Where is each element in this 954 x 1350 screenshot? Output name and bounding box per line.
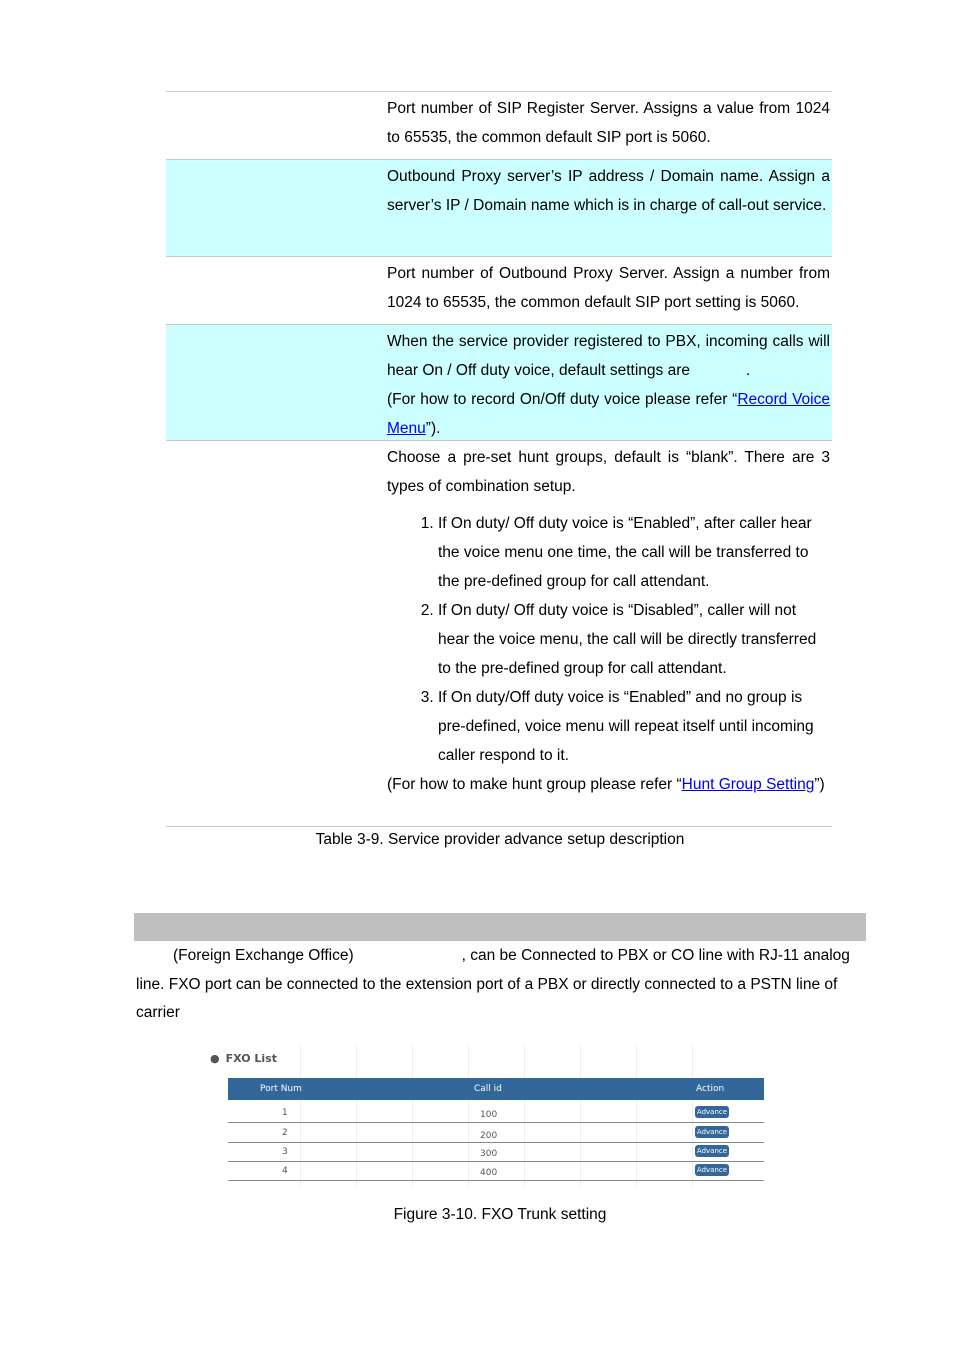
call-id: 100 (480, 1110, 498, 1120)
list-item: 3. If On duty/Off duty voice is “Enabled” and no group is pre-defined, voice menu will repeat itself until incoming caller respond to it. (438, 683, 830, 770)
column-header-call-id: Call id (474, 1084, 502, 1094)
port-num: 1 (282, 1108, 288, 1118)
table-row (166, 92, 832, 160)
advance-button[interactable]: Advance (696, 1166, 728, 1174)
table-row (166, 160, 832, 257)
table-row (228, 1104, 764, 1123)
table-caption: Table 3-9. Service provider advance setup description (315, 831, 685, 848)
port-num: 4 (282, 1166, 288, 1176)
figure-caption: Figure 3-10. FXO Trunk setting (393, 1206, 607, 1223)
advance-button[interactable]: Advance (696, 1147, 728, 1155)
section-header-bar (134, 913, 866, 941)
row-description: Outbound Proxy server’s IP address / Domain name. Assign a server’s IP / Domain name which is in charge of call-out service. (387, 168, 830, 214)
advance-button[interactable]: Advance (696, 1128, 728, 1136)
port-num: 3 (282, 1147, 288, 1157)
port-num: 2 (282, 1128, 288, 1138)
column-header-action: Action (696, 1084, 725, 1094)
fxo-paragraph: (Foreign Exchange Office) , can be Connected to PBX or CO line with RJ-11 analog line. FXO port can be connected to the extension port of a PBX or directly connected to a PSTN line of carrier (136, 947, 850, 1021)
list-item: 1. If On duty/ Off duty voice is “Enabled”, after caller hear the voice menu one time, the call will be transferred to the pre-defined group for call attendant. (438, 509, 830, 596)
fxo-list-title: ● FXO List (210, 1052, 277, 1065)
table-row (228, 1143, 764, 1162)
combination-list (387, 509, 830, 770)
description-table (166, 91, 832, 827)
row-description: Port number of Outbound Proxy Server. Assign a number from 1024 to 65535, the common default SIP port setting is 5060. (387, 265, 830, 311)
bullet-icon: ● (210, 1052, 220, 1065)
call-id: 300 (480, 1149, 498, 1159)
column-header-port-num: Port Num (260, 1084, 302, 1094)
table-row (166, 325, 832, 441)
call-id: 400 (480, 1168, 498, 1178)
table-row (166, 257, 832, 325)
record-voice-menu-link[interactable]: Record Voice Menu (387, 391, 830, 437)
fxo-table-header (228, 1078, 764, 1100)
table-row (228, 1162, 764, 1181)
hunt-group-setting-link[interactable]: Hunt Group Setting (681, 776, 815, 793)
row-description: Port number of SIP Register Server. Assigns a value from 1024 to 65535, the common default SIP port is 5060. (387, 100, 830, 146)
table-row (166, 441, 832, 827)
hunt-group-note: (For how to make hunt group please refer “Hunt Group Setting”) (387, 776, 825, 793)
row-description: Choose a pre-set hunt groups, default is “blank”. There are 3 types of combination setup. (387, 449, 830, 495)
advance-button[interactable]: Advance (696, 1108, 728, 1116)
list-item: 2. If On duty/ Off duty voice is “Disabled”, caller will not hear the voice menu, the call will be directly transferred to the pre-defined group for call attendant. (438, 596, 830, 683)
fxo-list-screenshot (210, 1046, 786, 1186)
call-id: 200 (480, 1131, 498, 1141)
table-row (228, 1124, 764, 1143)
row-description: When the service provider registered to PBX, incoming calls will hear On / Off duty voice, default settings are . (For how to record On/Off duty voice please refer “Record Voice Menu”). (387, 333, 830, 437)
